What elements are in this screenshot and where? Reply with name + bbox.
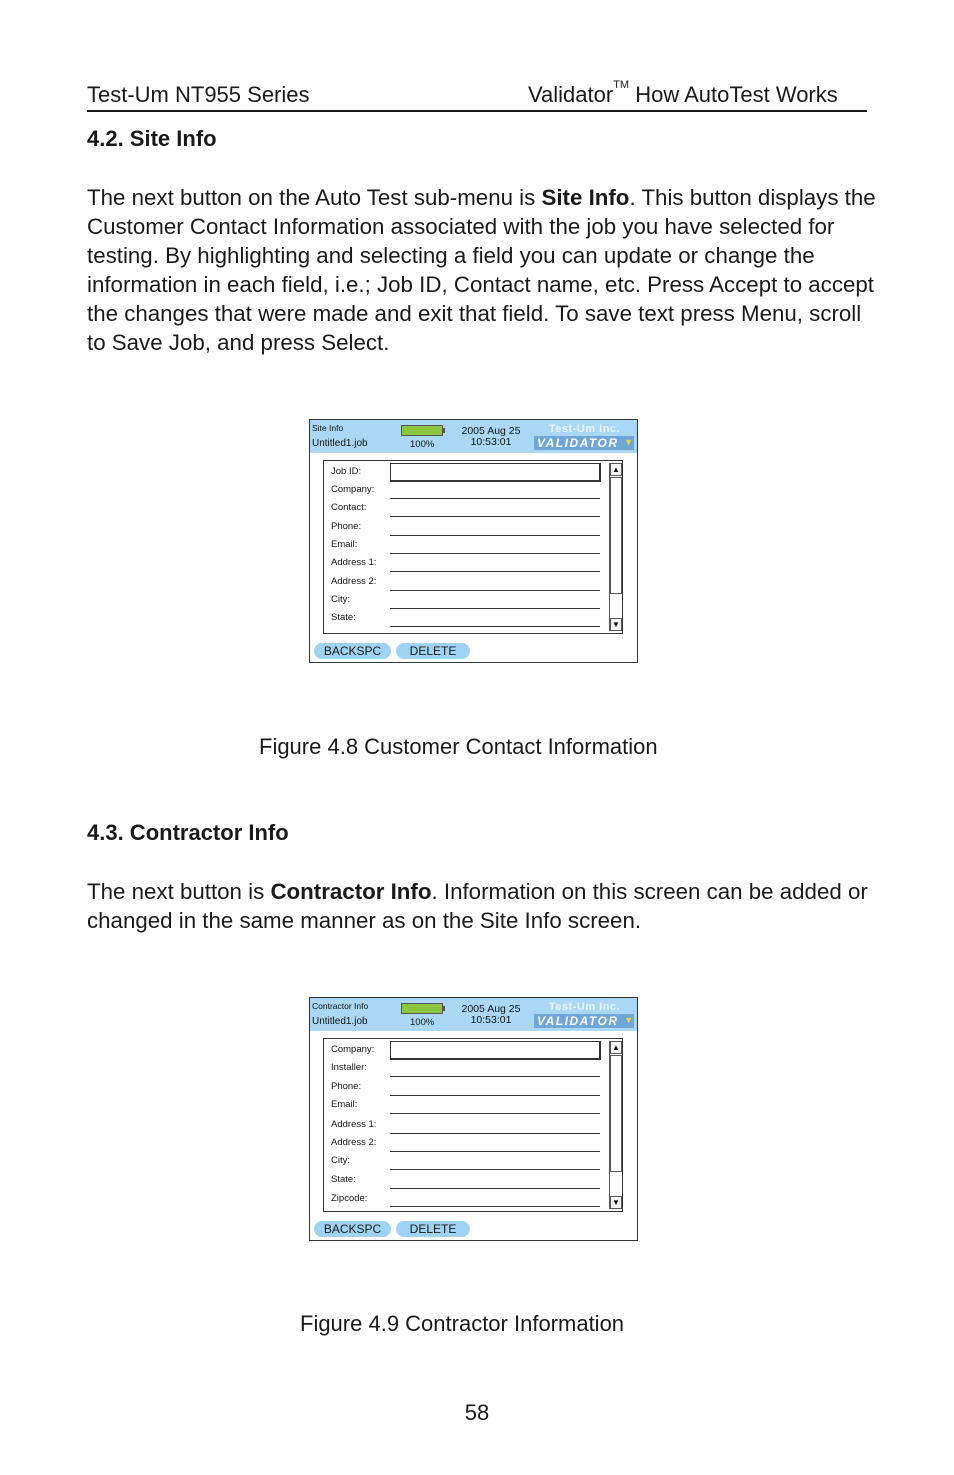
contact-field[interactable] — [390, 516, 600, 517]
field-label-address-1: Address 1: — [331, 557, 377, 568]
contractor-info-screen — [309, 997, 638, 1241]
field-label-company: Company: — [331, 1044, 375, 1055]
dropdown-arrow-icon[interactable]: ▼ — [624, 1015, 633, 1025]
backspace-button[interactable]: BACKSPC — [314, 1221, 391, 1237]
status-bar — [310, 998, 637, 1031]
trademark-mark: TM — [613, 79, 630, 91]
site-info-screen — [309, 419, 638, 663]
address-2-field[interactable] — [390, 1151, 600, 1152]
field-label-city: City: — [331, 1155, 350, 1166]
field-label-address-2: Address 2: — [331, 1137, 377, 1148]
paragraph-text: The next button is — [87, 879, 271, 904]
dropdown-arrow-icon[interactable]: ▼ — [624, 437, 633, 447]
paragraph-contractor-info — [87, 877, 877, 935]
header-rule — [87, 110, 867, 112]
battery-percent: 100% — [410, 1017, 435, 1028]
field-label-state: State: — [331, 612, 356, 623]
scrollbar[interactable] — [609, 463, 622, 631]
company-field[interactable] — [390, 1041, 601, 1060]
paragraph-text: . This button displays the Customer Contact Information associated with the job you have selected for testing. By highlighting and selecting a field you can update or change the information in each field, i.e.; Job ID, Contact name, etc. Press Accept to accept the changes that were made and exit that field. To save text press Menu, scroll to Save Job, and press Select. — [87, 185, 876, 355]
phone-field[interactable] — [390, 535, 600, 536]
state-field[interactable] — [390, 626, 600, 627]
field-label-phone: Phone: — [331, 521, 362, 532]
city-field[interactable] — [390, 1169, 600, 1170]
job-name: Untitled1.job — [312, 1016, 368, 1027]
email-field[interactable] — [390, 1113, 600, 1114]
battery-fill — [402, 426, 442, 435]
battery-icon — [401, 1003, 443, 1014]
status-bar — [310, 420, 637, 453]
company-field[interactable] — [390, 498, 600, 499]
battery-tip — [443, 428, 445, 433]
address-1-field[interactable] — [390, 1133, 600, 1134]
contractor-form — [323, 1038, 623, 1212]
field-label-email: Email: — [331, 1099, 358, 1110]
figure-caption-4-9: Figure 4.9 Contractor Information — [300, 1311, 625, 1336]
delete-button[interactable]: DELETE — [396, 1221, 470, 1237]
field-label-installer: Installer: — [331, 1062, 367, 1073]
product-logo-text: VALIDATOR — [537, 1014, 619, 1028]
address-2-field[interactable] — [390, 590, 600, 591]
field-label-job-id: Job ID: — [331, 466, 362, 477]
screen-title: Site Info — [312, 423, 344, 433]
scroll-down-icon[interactable]: ▼ — [610, 618, 622, 631]
scroll-down-icon[interactable]: ▼ — [610, 1196, 622, 1209]
paragraph-site-info — [87, 183, 877, 357]
backspace-button[interactable]: BACKSPC — [314, 643, 391, 659]
field-label-company: Company: — [331, 484, 375, 495]
paragraph-text: . Information on this screen can be added or changed in the same manner as on the Site Info screen. — [87, 879, 868, 933]
delete-button[interactable]: DELETE — [396, 643, 470, 659]
status-time: 10:53:01 — [470, 1014, 512, 1026]
paragraph-bold-term: Contractor Info — [270, 879, 432, 904]
installer-field[interactable] — [390, 1076, 600, 1077]
paragraph-bold-term: Site Info — [541, 185, 630, 210]
status-date: 2005 Aug 25 — [461, 1003, 521, 1015]
state-field[interactable] — [390, 1188, 600, 1189]
job-name: Untitled1.job — [312, 438, 368, 449]
address-1-field[interactable] — [390, 571, 600, 572]
brand-logo: Test-Um Inc. — [548, 423, 621, 435]
running-header-left: Test-Um NT955 Series — [87, 82, 310, 107]
field-label-address-1: Address 1: — [331, 1119, 377, 1130]
section-title-site-info: 4.2. Site Info — [87, 126, 217, 151]
scroll-thumb[interactable] — [610, 1055, 622, 1172]
battery-icon — [401, 425, 443, 436]
scroll-up-icon[interactable]: ▲ — [610, 463, 622, 476]
field-label-contact: Contact: — [331, 502, 367, 513]
field-label-state: State: — [331, 1174, 356, 1185]
field-label-zipcode: Zipcode: — [331, 1193, 368, 1204]
product-logo — [534, 436, 634, 450]
scroll-up-icon[interactable]: ▲ — [610, 1041, 622, 1054]
product-logo — [534, 1014, 634, 1028]
section-title-contractor-info: 4.3. Contractor Info — [87, 820, 289, 845]
field-label-phone: Phone: — [331, 1081, 362, 1092]
paragraph-text: The next button on the Auto Test sub-menu is — [87, 185, 542, 210]
battery-tip — [443, 1006, 445, 1011]
product-logo-text: VALIDATOR — [537, 436, 619, 450]
field-label-city: City: — [331, 594, 350, 605]
field-label-email: Email: — [331, 539, 358, 550]
zipcode-field[interactable] — [390, 1206, 600, 1207]
running-header-right — [528, 79, 838, 108]
header-section-name: How AutoTest Works — [629, 82, 838, 107]
status-time: 10:53:01 — [470, 436, 512, 448]
screen-title: Contractor Info — [312, 1001, 369, 1011]
page-number: 58 — [464, 1400, 490, 1425]
battery-percent: 100% — [410, 439, 435, 450]
job-id-field[interactable] — [390, 463, 601, 482]
contact-form — [323, 460, 623, 634]
status-date: 2005 Aug 25 — [461, 425, 521, 437]
header-product-name: Validator — [528, 82, 614, 107]
figure-caption-4-8: Figure 4.8 Customer Contact Information — [259, 734, 658, 759]
city-field[interactable] — [390, 608, 600, 609]
field-label-address-2: Address 2: — [331, 576, 377, 587]
battery-fill — [402, 1004, 442, 1013]
phone-field[interactable] — [390, 1095, 600, 1096]
scrollbar[interactable] — [609, 1041, 622, 1209]
brand-logo: Test-Um Inc. — [548, 1001, 621, 1013]
email-field[interactable] — [390, 553, 600, 554]
scroll-thumb[interactable] — [610, 477, 622, 594]
